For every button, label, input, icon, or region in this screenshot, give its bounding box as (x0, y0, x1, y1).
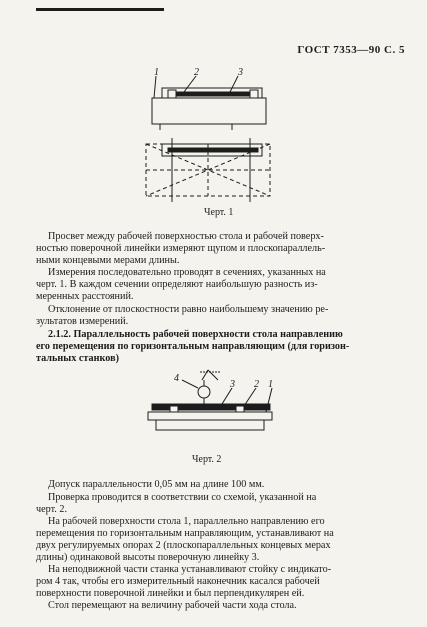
fig2-support-left (170, 406, 178, 412)
text-line: Отклонение от плоскостности равно наибольшему значению ре- (48, 304, 329, 315)
text-line: Измерения последовательно проводят в сечениях, указанных на (48, 267, 326, 278)
fig2-leader-2 (244, 388, 256, 406)
text-line: черт. 1. В каждом сечении определяют наибольшую разность из- (36, 279, 318, 291)
paragraph-sections (36, 267, 408, 303)
fig2-label-4: 4 (174, 373, 179, 384)
text-line: тальных станков) (36, 353, 119, 365)
text-line: 2.1.2. Параллельность рабочей поверхности стола направлению (48, 329, 343, 340)
figure-1-caption: Черт. 1 (204, 207, 234, 218)
paragraph-tolerance (36, 479, 408, 491)
fig1-upper-support-left (168, 90, 176, 98)
paragraph-straightedge-setup (36, 516, 408, 564)
fig2-leader-4 (182, 380, 198, 388)
paragraph-indicator-setup (36, 564, 408, 600)
text-line: Просвет между рабочей поверхностью стола и рабочей поверх- (48, 231, 324, 242)
text-line: меренных расстояний. (36, 291, 134, 303)
fig2-body (156, 420, 264, 430)
figure-2-drawing (146, 366, 276, 436)
fig2-leader-3 (222, 388, 232, 404)
text-line: черт. 2. (36, 504, 68, 516)
fig1-label-3: 3 (238, 68, 243, 78)
fig2-label-1: 1 (268, 379, 273, 390)
text-line: Допуск параллельности 0,05 мм на длине 100 мм. (48, 479, 265, 490)
text-line: Проверка проводится в соответствии со схемой, указанной на (48, 492, 317, 503)
figure-1-drawing (140, 68, 280, 208)
fig1-leader-1 (154, 76, 156, 98)
fig1-lower-straightedge (168, 148, 258, 152)
text-line: На рабочей поверхности стола 1, параллельно направлению его (48, 516, 325, 527)
text-line: длины) одинаковой высоты поверочную линейку 3. (36, 552, 260, 564)
fig1-label-2: 2 (194, 68, 199, 78)
fig2-support-right (236, 406, 244, 412)
text-line: его перемещения по горизонтальным направляющим (для горизон- (36, 341, 350, 353)
text-line: ностью поверочной линейки измеряют щупом и плоскопараллель- (36, 243, 326, 255)
paragraph-table-movement (36, 600, 408, 612)
text-line: Стол перемещают на величину рабочей части хода стола. (48, 600, 297, 611)
text-line: перемещения по горизонтальным направляющим, устанавливают на (36, 528, 334, 540)
fig1-upper-straightedge (168, 92, 258, 96)
fig1-leader-2 (184, 76, 196, 92)
fig1-label-1: 1 (154, 68, 159, 78)
text-line: ными концевыми мерами длины. (36, 255, 180, 267)
fig1-upper-support-right (250, 90, 258, 98)
text-line: двух регулируемых опорах 2 (плоскопараллельных концевых мерах (36, 540, 331, 552)
paragraph-gap-measurement (36, 231, 408, 267)
top-rule (36, 8, 164, 11)
fig2-label-2: 2 (254, 379, 259, 390)
text-line: ром 4 так, чтобы его измерительный наконечник касался рабочей (36, 576, 320, 588)
fig2-table (148, 412, 272, 420)
page-header: ГОСТ 7353—90 С. 5 (297, 44, 405, 56)
paragraph-flatness-deviation (36, 304, 408, 328)
figure-2-caption: Черт. 2 (192, 454, 222, 465)
fig2-indicator-dial (198, 386, 210, 398)
fig1-upper-body (152, 98, 266, 124)
text-line: зультатов измерений. (36, 316, 129, 328)
text-line: поверхности поверочной линейки и был перпендикулярен ей. (36, 588, 305, 600)
section-2-1-2-heading (36, 329, 408, 365)
fig2-label-3: 3 (230, 379, 235, 390)
paragraph-check-scheme (36, 492, 408, 516)
fig1-leader-3 (230, 76, 238, 92)
text-line: На неподвижной части станка устанавливают стойку с индикато- (48, 564, 332, 575)
